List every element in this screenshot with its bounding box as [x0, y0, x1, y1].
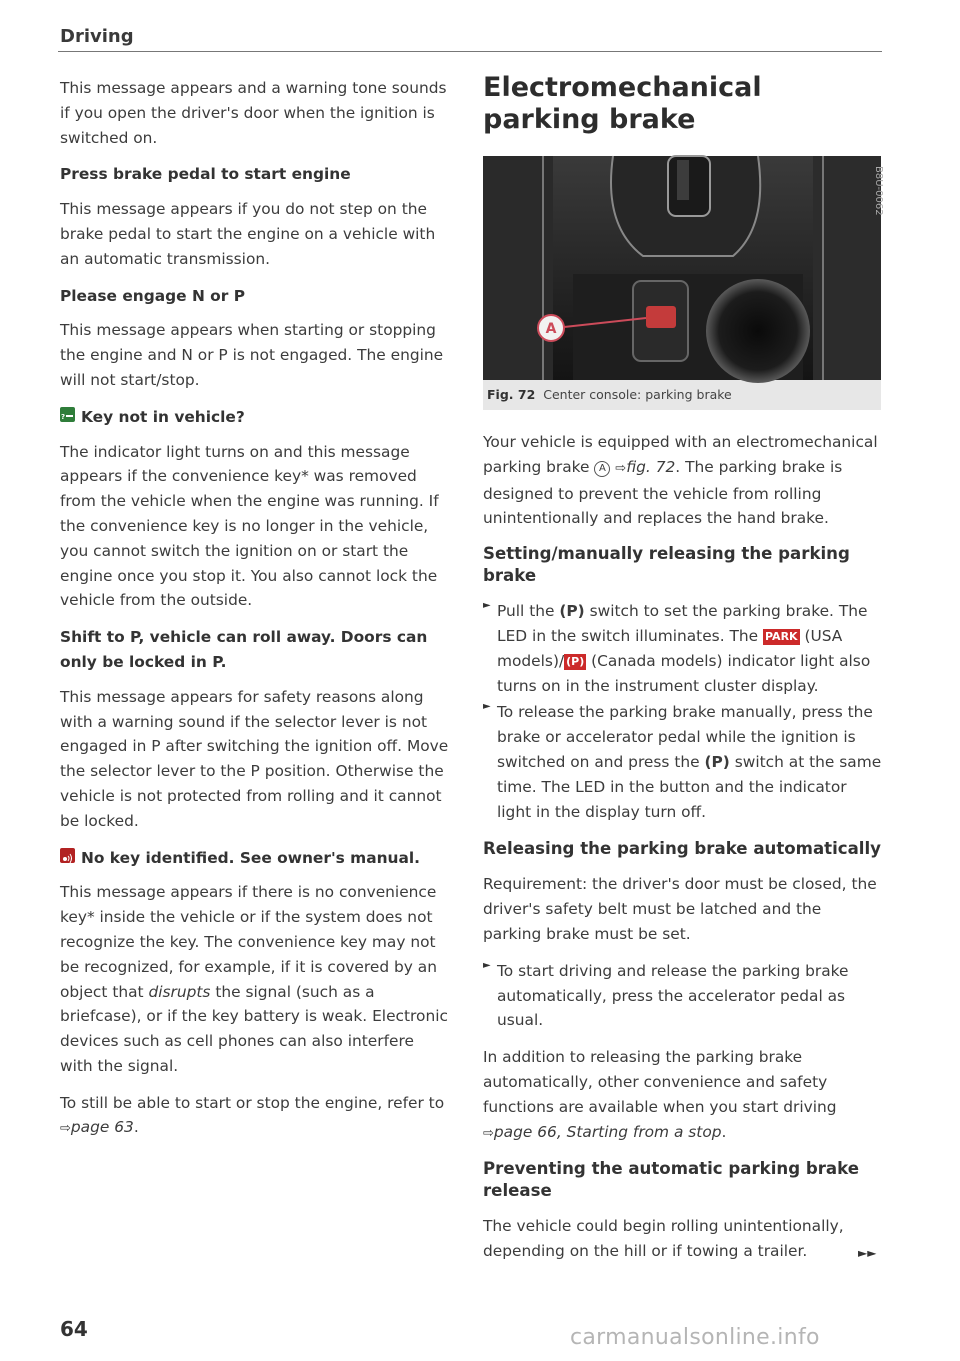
list-item: ► To release the parking brake manually, press the brake or accelerator pedal while the ignition is switched on and press the (P) switch at the same time. The LED in the button and the indicator light in the display turn off.	[483, 700, 883, 824]
ref-arrow-icon: ⇨	[615, 460, 627, 476]
parking-brake-switch-symbol: (P)	[704, 752, 730, 771]
paragraph-rolling: The vehicle could begin rolling unintentionally, depending on the hill or if towing a trailer.	[483, 1217, 844, 1261]
continue-arrow-icon: ►►	[858, 1246, 877, 1260]
paragraph-convenience: In addition to releasing the parking brake automatically, other convenience and safety functions are available when you start driving ⇨page 66, Starting from a stop.	[483, 1048, 837, 1141]
list-item: ► To start driving and release the parking brake automatically, press the accelerator pedal as usual.	[483, 959, 883, 1033]
paragraph-shift-to-p: This message appears for safety reasons along with a warning sound if the selector lever is not engaged in P after switching the ignition off. Move the selector lever to the P position. Otherwise the vehicle is not protected from rolling and it cannot be locked.	[60, 687, 449, 830]
bullet-arrow-icon: ►	[483, 600, 491, 612]
section-title: Electromechanical parking brake	[483, 72, 762, 135]
heading-no-key-identified: No key identified. See owner's manual.	[60, 846, 450, 871]
callout-a-icon: A	[594, 461, 610, 477]
paragraph-key-not-in-vehicle: The indicator light turns on and this message appears if the convenience key* was removed from the vehicle when the engine was running. If the convenience key is no longer in the vehicle, you cannot switch the ignition on or start the engine once you stop it. You also cannot lock the vehicle from the outside.	[60, 442, 439, 610]
paragraph-press-brake: This message appears if you do not step on the brake pedal to start the engine on a vehicle with an automatic transmission.	[60, 200, 436, 268]
canada-brake-indicator-icon: (P)	[566, 654, 585, 668]
paragraph-engage-n-p: This message appears when starting or stopping the engine and N or P is not engaged. The engine will not start/stop.	[60, 321, 444, 389]
right-column	[483, 72, 883, 1276]
svg-text:?: ?	[61, 412, 66, 421]
list-item: ► Pull the (P) switch to set the parking brake. The LED in the switch illuminates. The PARK (USA models)/ (P) (Canada models) indicator light also turns on in the instrument cluster display.	[483, 599, 883, 698]
left-column	[60, 76, 450, 1154]
bullet-arrow-icon: ►	[483, 701, 491, 713]
figure-code: B8U-0062	[873, 166, 884, 216]
heading-press-brake: Press brake pedal to start engine	[60, 165, 351, 184]
header-rule	[58, 51, 882, 52]
link-fig-72[interactable]: fig. 72	[626, 457, 676, 476]
heading-preventing-release: Preventing the automatic parking brake release	[483, 1159, 859, 1201]
parking-brake-switch-symbol: (P)	[559, 602, 585, 621]
park-indicator-icon: PARK	[765, 629, 798, 643]
paragraph-no-key-identified: This message appears if there is no convenience key* inside the vehicle or if the system does not recognize the key. The convenience key may not be recognized, for example, if it is covered by an object that disrupts the signal (such as a briefcase), or if the key battery is weak. Electronic devices such as cell phones can also interfere with the signal.	[60, 883, 448, 1075]
ref-arrow-icon: ⇨	[483, 1125, 494, 1141]
section-header: Driving	[60, 26, 134, 47]
watermark: carmanualsonline.info	[570, 1325, 820, 1350]
heading-shift-to-p: Shift to P, vehicle can roll away. Doors can only be locked in P.	[60, 628, 428, 671]
key-missing-icon	[60, 407, 75, 422]
page-number: 64	[60, 1317, 88, 1341]
paragraph-intro: Your vehicle is equipped with an electromechanical parking brake A ⇨fig. 72. The parking brake is designed to prevent the vehicle from rolling unintentionally and replaces the hand brake.	[483, 433, 878, 528]
heading-releasing-automatically: Releasing the parking brake automatically	[483, 839, 881, 859]
bullet-arrow-icon: ►	[483, 959, 491, 971]
heading-setting-releasing: Setting/manually releasing the parking brake	[483, 544, 850, 586]
link-page-63[interactable]: page 63	[70, 1118, 134, 1137]
figure-caption: Fig. 72 Center console: parking brake	[483, 380, 881, 410]
center-console-image	[483, 156, 884, 380]
heading-key-not-in-vehicle: ? Key not in vehicle?	[61, 407, 245, 426]
paragraph-requirement: Requirement: the driver's door must be closed, the driver's safety belt must be latched and the parking brake must be set.	[483, 875, 877, 943]
key-signal-icon	[60, 848, 75, 863]
heading-engage-n-p: Please engage N or P	[60, 286, 245, 305]
figure-callout-label: A	[545, 321, 557, 337]
paragraph-door-warning: This message appears and a warning tone sounds if you open the driver's door when the ignition is switched on.	[60, 79, 447, 147]
paragraph-still-start: To still be able to start or stop the engine, refer to ⇨page 63.	[60, 1093, 445, 1137]
figure-center-console	[483, 156, 884, 380]
link-page-66[interactable]: page 66, Starting from a stop	[493, 1122, 722, 1141]
ref-arrow-icon: ⇨	[60, 1121, 71, 1137]
